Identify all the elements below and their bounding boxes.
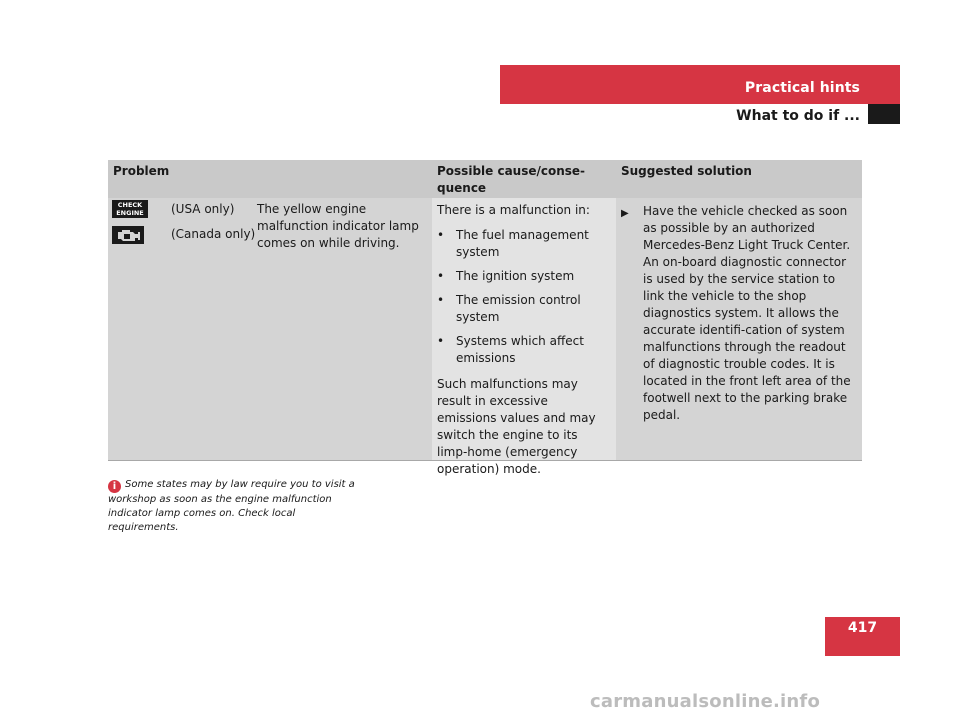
bullet-icon: • (437, 228, 445, 242)
bullet-icon: • (437, 293, 445, 307)
solution-cell (616, 198, 862, 460)
column-header-solution: Suggested solution (621, 164, 752, 178)
column-header-problem: Problem (113, 164, 170, 178)
arrow-right-icon: ▶ (621, 208, 629, 219)
bullet-icon: • (437, 269, 445, 283)
solution-text: Have the vehicle checked as soon as possible by an authorized Mercedes-Benz Light Truck Center. An on-board diagnostic connector is used by the service station to link the vehicle to the shop diagnostics system. It allows the accurate identifi-cation of system malfunctions through the readout of diagnostic trouble codes. It is located in the front left area of the footwell next to the parking brake pedal. (643, 204, 851, 422)
problem-description: The yellow engine malfunction indicator lamp comes on while driving. (257, 202, 419, 250)
bullet-text: The ignition system (456, 269, 575, 283)
list-item (437, 227, 608, 261)
bullet-text: The fuel management system (456, 228, 589, 259)
usa-label: (USA only) (171, 202, 235, 216)
bullet-text: The emission control system (456, 293, 581, 324)
check-engine-icon: CHECK ENGINE (112, 200, 148, 218)
problem-cell (108, 198, 432, 460)
cause-closing: Such malfunctions may result in excessive emissions values and may switch the engine to its limp-home (emergency operation) mode. (437, 377, 596, 476)
subsection-title: What to do if ... (736, 108, 860, 124)
watermark: carmanualsonline.info (590, 691, 821, 712)
troubleshooting-table (108, 160, 862, 476)
note-text: Some states may by law require you to visit a workshop as soon as the engine malfunction indicator lamp comes on. Check local requirements. (108, 479, 355, 533)
info-icon: i (108, 480, 121, 493)
table-header (108, 160, 862, 198)
info-note (108, 478, 358, 535)
solution-step (621, 203, 857, 424)
header-tab-marker (868, 104, 900, 124)
list-item (437, 292, 608, 326)
list-item (437, 268, 608, 285)
list-item (437, 333, 608, 367)
engine-icon (112, 226, 144, 244)
cause-cell (432, 198, 616, 476)
section-title: Practical hints (744, 80, 860, 96)
cause-intro: There is a malfunction in: (437, 203, 590, 217)
bullet-text: Systems which affect emissions (456, 334, 584, 365)
page-number: 417 (825, 617, 900, 656)
canada-label: (Canada only) (171, 227, 256, 241)
table-row (108, 198, 862, 476)
bullet-icon: • (437, 334, 445, 348)
column-header-cause: Possible cause/conse- quence (437, 164, 586, 195)
